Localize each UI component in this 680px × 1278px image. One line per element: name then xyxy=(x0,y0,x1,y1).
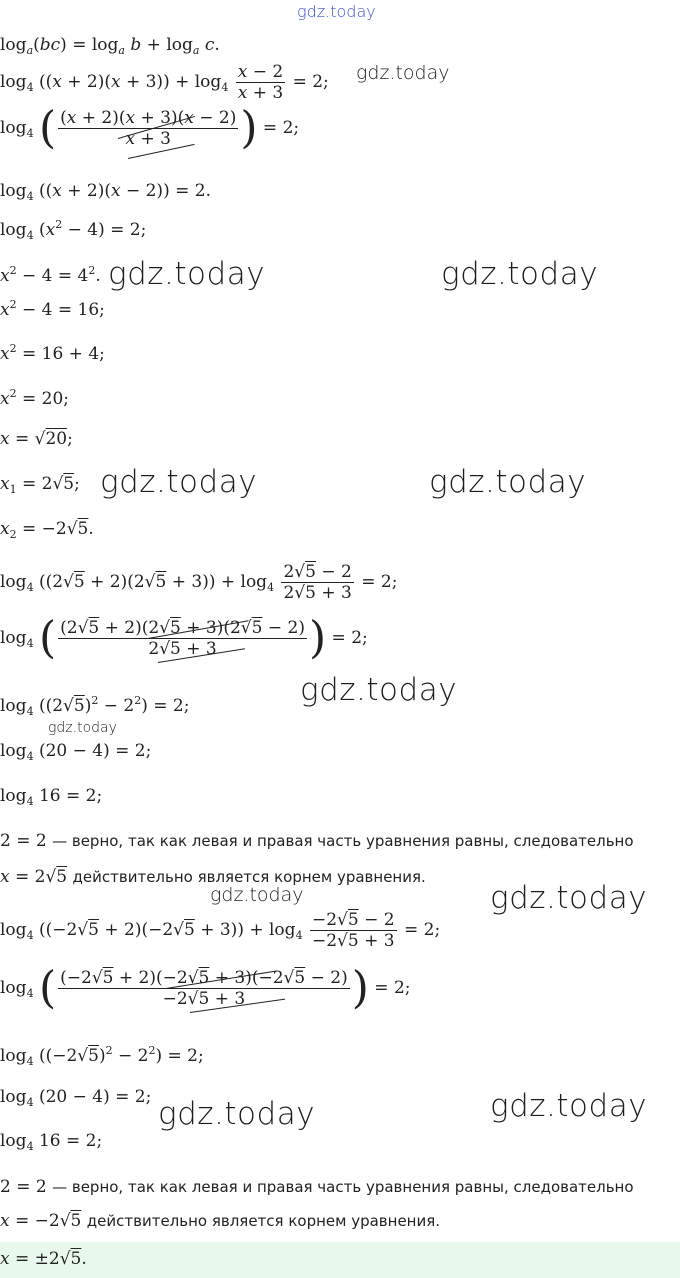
math-line: $\log_4 16 = 2$; xyxy=(0,786,103,808)
watermark: gdz.today xyxy=(48,720,117,736)
root-confirm-text: действительно является корнем уравнения. xyxy=(72,868,426,886)
root-confirm-text: действительно является корнем уравнения. xyxy=(86,1212,441,1230)
math-line-check-2-fraction: $\log_4$ ( $\frac{(-2√5 + 2)(-2√5 + 3)(-2√5 - 2)}{-2√5 + 3}$ ) = 2; xyxy=(0,962,411,1014)
final-answer: x = ±2√5. xyxy=(0,1249,87,1269)
watermark: gdz.today xyxy=(356,62,450,84)
watermark: gdz.today xyxy=(300,672,458,708)
math-line-root-2: $x_2 = -2√5$. xyxy=(0,519,94,541)
math-line-equation: $\log_4 ((x + 2)(x + 3)) + \log_4$ $\frac{x - 2}{x + 3}$ = 2; xyxy=(0,62,329,103)
math-line: $\log_4 16 = 2$; xyxy=(0,1131,103,1153)
conclusion-text: — верно, так как левая и правая часть уравнения равны, следовательно xyxy=(52,832,634,850)
math-line: x = √20; xyxy=(0,429,73,449)
math-line: $\log_4 ((-2√5)^2 - 2^2) = 2$; xyxy=(0,1044,204,1068)
watermark: gdz.today xyxy=(429,464,587,500)
conclusion-line-2: 2 = 2 — верно, так как левая и правая часть уравнения равны, следовательно xyxy=(0,1177,634,1197)
math-line: $x^2 = 16 + 4$; xyxy=(0,342,105,364)
math-line: $x^2 = 20$; xyxy=(0,387,70,409)
watermark: gdz.today xyxy=(158,1096,316,1132)
root-confirm-line-2: x = −2√5 действительно является корнем уравнения. xyxy=(0,1211,441,1231)
watermark: gdz.today xyxy=(100,464,258,500)
watermark: gdz.today xyxy=(490,880,648,916)
math-line: $\log_4 (20 - 4) = 2$; xyxy=(0,741,152,763)
watermark-top: gdz.today xyxy=(297,2,376,21)
math-line: $\log_4 ((x + 2)(x - 2)) = 2$. xyxy=(0,181,211,203)
root-confirm-line-1: x = 2√5 действительно является корнем уравнения. xyxy=(0,867,426,887)
answer-highlight xyxy=(0,1242,680,1278)
math-line: $x^2 - 4 = 4^2$. xyxy=(0,264,101,286)
math-line: $x^2 - 4 = 16$; xyxy=(0,298,105,320)
conclusion-text: — верно, так как левая и правая часть уравнения равны, следовательно xyxy=(52,1178,634,1196)
watermark: gdz.today xyxy=(108,256,266,292)
math-line-check-1: $\log_4 ((2√5 + 2)(2√5 + 3)) + \log_4$ $\frac{2√5 - 2}{2√5 + 3}$ = 2; xyxy=(0,562,398,603)
math-line: $\log_4 (20 - 4) = 2$; xyxy=(0,1087,152,1109)
math-line-log-product-rule: $\log_a(bc) = \log_a b + \log_a c$. xyxy=(0,35,220,57)
watermark: gdz.today xyxy=(490,1088,648,1124)
math-line: $\log_4 (x^2 - 4) = 2$; xyxy=(0,218,147,242)
math-line: $\log_4 ((2√5)^2 - 2^2) = 2$; xyxy=(0,694,190,718)
math-line-combined-fraction: $\log_4$ ( $\frac{(x + 2)(x + 3)(x - 2)}{x + 3}$ ) = 2; xyxy=(0,102,300,154)
watermark: gdz.today xyxy=(210,884,304,906)
math-line-check-2: $\log_4 ((-2√5 + 2)(-2√5 + 3)) + \log_4$ $\frac{-2√5 - 2}{-2√5 + 3}$ = 2; xyxy=(0,910,441,951)
math-line-check-1-fraction: $\log_4$ ( $\frac{(2√5 + 2)(2√5 + 3)(2√5 - 2)}{2√5 + 3}$ ) = 2; xyxy=(0,612,368,664)
conclusion-line-1: 2 = 2 — верно, так как левая и правая часть уравнения равны, следовательно xyxy=(0,831,634,851)
watermark: gdz.today xyxy=(441,256,599,292)
math-line-root-1: $x_1 = 2√5$; xyxy=(0,474,80,496)
